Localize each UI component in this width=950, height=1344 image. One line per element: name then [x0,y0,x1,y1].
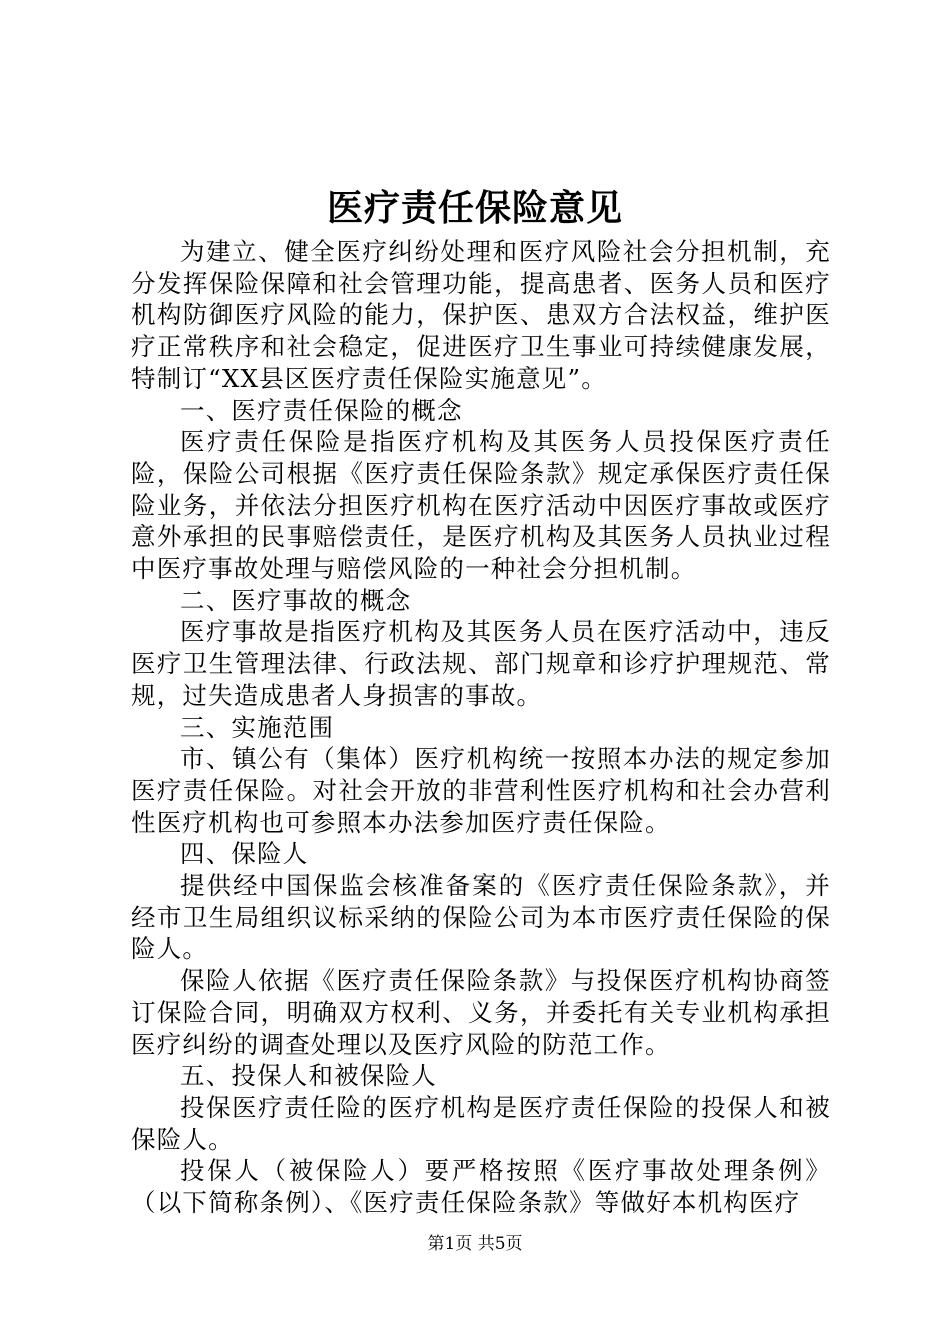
page-footer: 第1页 共5页 [427,1234,523,1254]
section-heading: 五、投保人和被保险人 [180,1061,437,1091]
section-heading: 四、保险人 [180,839,309,869]
document-body [131,236,831,1219]
body-paragraph: 保险人依据《医疗责任保险条款》与投保医疗机构协商签订保险合同，明确双方权利、义务，并委托有关专业机构承担医疗纠纷的调查处理以及医疗风险的防范工作。 [131,966,831,1059]
body-paragraph: 投保人（被保险人）要严格按照《医疗事故处理条例》（以下简称条例）、《医疗责任保险条款》等做好本机构医疗 [131,1156,831,1218]
section-heading: 二、医疗事故的概念 [180,585,412,615]
body-paragraph: 提供经中国保监会核准备案的《医疗责任保险条款》，并经市卫生局组织议标采纳的保险公司为本市医疗责任保险的保险人。 [131,871,831,964]
body-paragraph: 医疗责任保险是指医疗机构及其医务人员投保医疗责任险，保险公司根据《医疗责任保险条款》规定承保医疗责任保险业务，并依法分担医疗机构在医疗活动中因医疗事故或医疗意外承担的民事赔偿责任，是医疗机构及其医务人员执业过程中医疗事故处理与赔偿风险的一种社会分担机制。 [131,427,831,584]
section-heading: 三、实施范围 [180,712,335,742]
document-title: 医疗责任保险意见 [326,187,623,229]
body-paragraph: 医疗事故是指医疗机构及其医务人员在医疗活动中，违反医疗卫生管理法律、行政法规、部门规章和诊疗护理规范、常规，过失造成患者人身损害的事故。 [131,617,831,710]
body-paragraph: 投保医疗责任险的医疗机构是医疗责任保险的投保人和被保险人。 [131,1092,831,1154]
body-paragraph: 为建立、健全医疗纠纷处理和医疗风险社会分担机制，充分发挥保险保障和社会管理功能，提高患者、医务人员和医疗机构防御医疗风险的能力，保护医、患双方合法权益，维护医疗正常秩序和社会稳定，促进医疗卫生事业可持续健康发展，特制订“XX县区医疗责任保险实施意见”。 [131,237,831,393]
section-heading: 一、医疗责任保险的概念 [180,395,463,425]
body-paragraph: 市、镇公有（集体）医疗机构统一按照本办法的规定参加医疗责任保险。对社会开放的非营利性医疗机构和社会办营利性医疗机构也可参照本办法参加医疗责任保险。 [131,744,831,837]
